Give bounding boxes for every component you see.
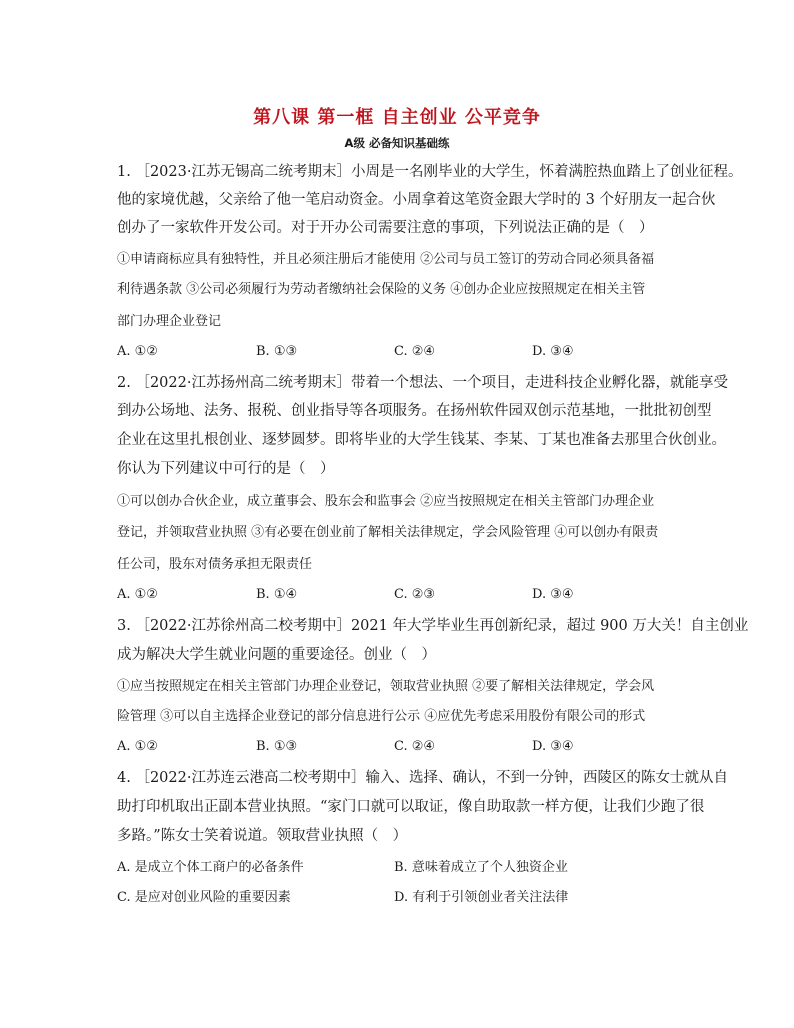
q2-stem-line-2: 到办公场地、法务、报税、创业指导等各项服务。在扬州软件园双创示范基地，一批批初创型 [117,403,712,419]
q2-stem-line-3: 企业在这里扎根创业、逐梦圆梦。即将毕业的大学生钱某、李某、丁某也准备去那里合伙创业。 [117,432,726,448]
q3-stem-line-1: 3. ［2022·江苏徐州高二校考期中］2021 年大学毕业生再创新纪录，超过 900 万大关！自主创业 [117,618,749,634]
q4-stem-line-1: 4. ［2022·江苏连云港高二校考期中］输入、选择、确认，不到一分钟，西陵区的陈女士就从自 [117,770,728,786]
q4-stem-line-3: 多路。”陈女士笑着说道。领取营业执照（ ） [117,828,408,844]
q1-stem-line-3: 创办了一家软件开发公司。对于开办公司需要注意的事项，下列说法正确的是（ ） [117,220,654,236]
q2-stem-line-4: 你认为下列建议中可行的是（ ） [117,461,335,477]
q4-option-d[interactable]: D. 有利于引领创业者关注法律 [394,890,569,905]
q1-option-b[interactable]: B. ①③ [256,344,298,359]
q4-option-b[interactable]: B. 意味着成立了个人独资企业 [394,860,568,875]
q1-statements-line-3: 部门办理企业登记 [117,314,222,329]
q3-option-a[interactable]: A. ①② [117,739,158,754]
q3-statements-line-2: 险管理 ③可以自主选择企业登记的部分信息进行公示 ④应优先考虑采用股份有限公司的形式 [117,709,646,724]
q2-stem-line-1: 2. ［2022·江苏扬州高二统考期末］带着一个想法、一个项目，走进科技企业孵化器，就能享受 [117,375,728,391]
q4-option-a[interactable]: A. 是成立个体工商户的必备条件 [117,860,304,875]
q3-statements-line-1: ①应当按照规定在相关主管部门办理企业登记，领取营业执照 ②要了解相关法律规定，学会风 [117,679,655,694]
q1-statements-line-2: 利待遇条款 ③公司必须履行为劳动者缴纳社会保险的义务 ④创办企业应按照规定在相关主管 [117,282,646,297]
q3-option-b[interactable]: B. ①③ [256,739,298,754]
lesson-title: 第八课 第一框 自主创业 公平竞争 [253,107,541,128]
q4-stem-line-2: 助打印机取出正副本营业执照。“家门口就可以取证，像自助取款一样方便，让我们少跑了很 [117,799,705,815]
q2-option-c[interactable]: C. ②③ [394,587,436,602]
q1-option-d[interactable]: D. ③④ [532,344,574,359]
q3-option-d[interactable]: D. ③④ [532,739,574,754]
q1-stem-line-2: 他的家境优越，父亲给了他一笔启动资金。小周拿着这笔资金跟大学时的 3 个好朋友一起合伙 [117,192,716,208]
q2-option-b[interactable]: B. ①④ [256,587,298,602]
q2-statements-line-2: 登记，并领取营业执照 ③有必要在创业前了解相关法律规定，学会风险管理 ④可以创办有限责 [117,525,659,540]
q2-option-a[interactable]: A. ①② [117,587,158,602]
q1-statements-line-1: ①申请商标应具有独特性，并且必须注册后才能使用 ②公司与员工签订的劳动合同必须具备福 [117,252,655,267]
q2-statements-line-1: ①可以创办合伙企业，成立董事会、股东会和监事会 ②应当按照规定在相关主管部门办理企业 [117,494,655,509]
q2-option-d[interactable]: D. ③④ [532,587,574,602]
q3-stem-line-2: 成为解决大学生就业问题的重要途径。创业（ ） [117,647,436,663]
q1-option-c[interactable]: C. ②④ [394,344,436,359]
q4-option-c[interactable]: C. 是应对创业风险的重要因素 [117,890,291,905]
q1-stem-line-1: 1. ［2023·江苏无锡高二统考期末］小周是一名刚毕业的大学生，怀着满腔热血踏上了创业征程。 [117,164,743,180]
q3-option-c[interactable]: C. ②④ [394,739,436,754]
q1-option-a[interactable]: A. ①② [117,344,158,359]
level-heading: A级 必备知识基础练 [344,136,450,150]
q2-statements-line-3: 任公司，股东对债务承担无限责任 [117,557,313,572]
